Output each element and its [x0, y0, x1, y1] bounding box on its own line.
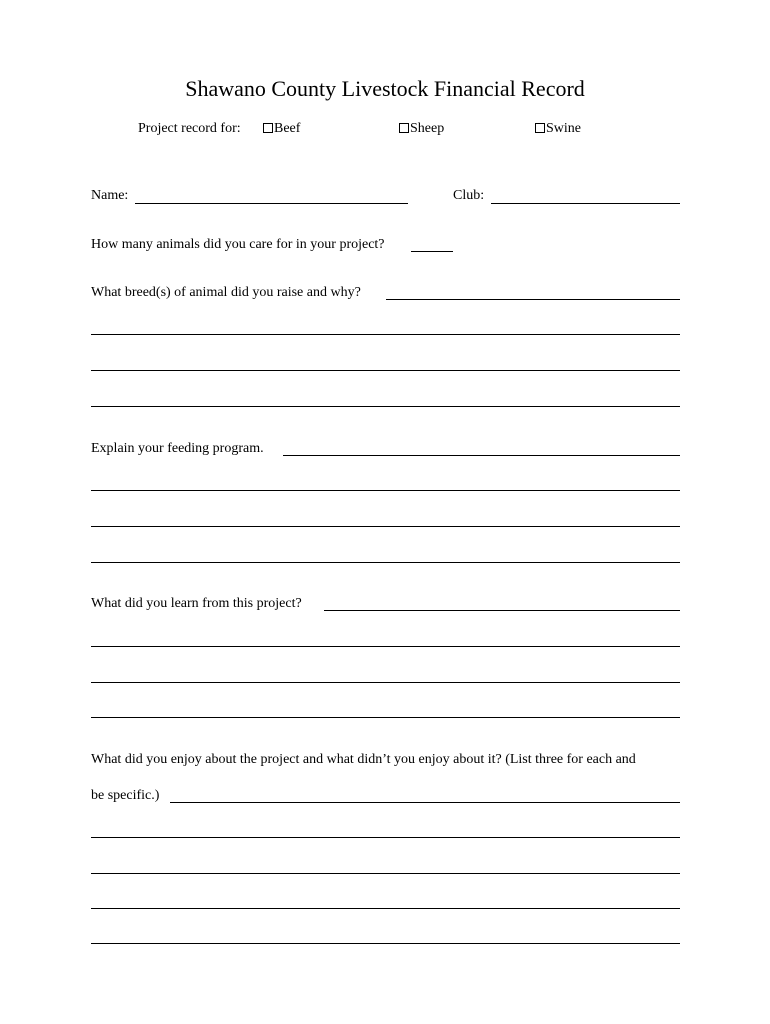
question-enjoy-line1: What did you enjoy about the project and what didn’t you enjoy about it? (List three for each and [91, 752, 636, 767]
option-beef[interactable] [263, 120, 300, 138]
feeding-answer-line[interactable] [91, 490, 680, 491]
question-enjoy-line2: be specific.) [91, 788, 160, 803]
option-sheep[interactable] [399, 120, 444, 138]
sheep-label: Sheep [410, 121, 445, 136]
learned-answer-line[interactable] [91, 717, 680, 718]
club-label: Club: [453, 188, 485, 203]
beef-label: Beef [274, 121, 301, 136]
feeding-answer-line[interactable] [91, 562, 680, 563]
breeds-answer-line[interactable] [91, 406, 680, 407]
breeds-answer-line[interactable] [91, 370, 680, 371]
project-record-label: Project record for: [138, 121, 241, 136]
question-breeds: What breed(s) of animal did you raise and why? [91, 285, 361, 300]
enjoy-answer-line[interactable] [91, 908, 680, 909]
learned-answer-line[interactable] [324, 610, 680, 611]
breeds-answer-line[interactable] [386, 299, 680, 300]
page-title: Shawano County Livestock Financial Record [185, 76, 585, 101]
beef-checkbox[interactable] [263, 123, 273, 133]
swine-checkbox[interactable] [535, 123, 545, 133]
question-learned: What did you learn from this project? [91, 596, 302, 611]
enjoy-answer-line[interactable] [91, 873, 680, 874]
option-swine[interactable] [535, 120, 581, 138]
enjoy-answer-line[interactable] [91, 837, 680, 838]
swine-label: Swine [546, 121, 581, 136]
enjoy-answer-line[interactable] [91, 943, 680, 944]
question-feeding-program: Explain your feeding program. [91, 441, 264, 456]
learned-answer-line[interactable] [91, 682, 680, 683]
breeds-answer-line[interactable] [91, 334, 680, 335]
name-label: Name: [91, 188, 129, 203]
club-field-line[interactable] [491, 203, 680, 204]
question-animal-count: How many animals did you care for in your project? [91, 237, 385, 252]
feeding-answer-line[interactable] [283, 455, 680, 456]
enjoy-answer-line[interactable] [170, 802, 680, 803]
animal-count-field-line[interactable] [411, 251, 453, 252]
name-field-line[interactable] [135, 203, 408, 204]
sheep-checkbox[interactable] [399, 123, 409, 133]
learned-answer-line[interactable] [91, 646, 680, 647]
feeding-answer-line[interactable] [91, 526, 680, 527]
